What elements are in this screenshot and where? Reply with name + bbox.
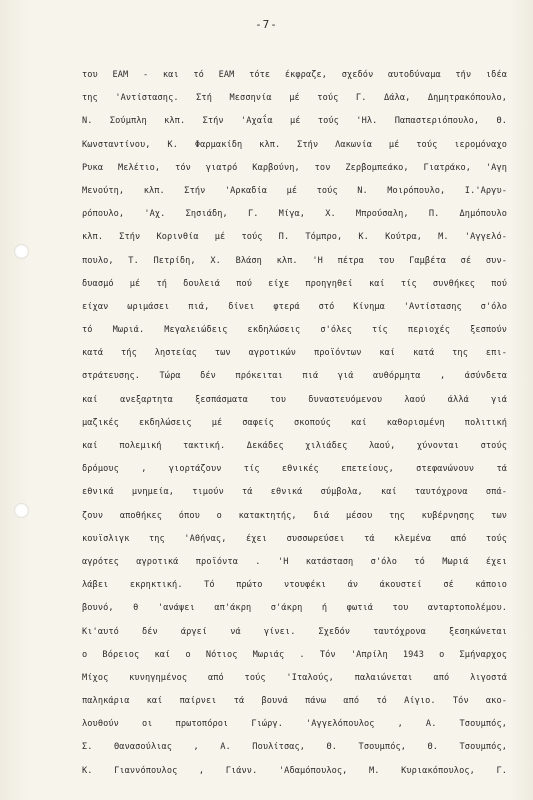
text-line: στράτευσης. Τώρα δέν πρόκειται πιά γιά αυθόρμητα , άσύνδετα (82, 371, 507, 382)
text-line: δυασμό μέ τή δουλειά πού είχε προηγηθεί καί τίς συνθήκες πού (82, 278, 507, 289)
text-line: κατά τής ληστείας των αγροτικών προϊόντων καί κατά της επι- (82, 348, 507, 359)
text-line: εθνικά μνημεία, τιμούν τά εθνικά σύμβολα, καί ταυτόχρονα σπά- (82, 487, 507, 498)
text-line: καί ανεξαρτητα ξεσπάσματα του δυναστευόμενου λαού άλλά γιά (82, 394, 507, 405)
text-line: ρόπουλο, 'Αχ. Σησιάδη, Γ. Μίγα, Χ. Μπρούσαλη, Π. Δημόπουλο (82, 209, 507, 220)
text-line: είχαν ωριμάσει πιά, δίνει φτερά στό Κίνημα 'Αντίστασης σ'όλο (82, 301, 507, 312)
text-line: ο Βόρειος καί ο Νότιος Μωριάς . Τόν 'Απρίλη 1943 ο Σμήναρχος (82, 649, 507, 660)
text-line: Μίχος κυνηγημένος από τούς 'Ιταλούς, παλαιώνεται από λιγοστά (82, 672, 507, 683)
text-line: της 'Αντίστασης. Στή Μεσσηνία μέ τούς Γ. Δάλα, Δημητρακόπουλο, (82, 93, 507, 104)
text-line: μαζικές εκδηλώσεις μέ σαφείς σκοπούς καί καθορισμένη πολιτική (82, 417, 507, 428)
text-line: λουθούν οι πρωτοπόροι Γιώργ. 'Αγγελόπουλος , Α. Τσουμπός, (82, 719, 507, 730)
text-line: Κ. Γιαννόπουλος , Γιάνν. 'Αδαμόπουλος, Μ. Κυριακόπουλος, Γ. (82, 765, 507, 776)
text-line: Κωνσταντίνου, Κ. Φαρμακίδη κλπ. Στήν Λακωνία μέ τούς ιερομόναχο (82, 139, 507, 150)
text-line: παληκάρια καί παίρνει τά βουνά πάνω από τό Αίγιο. Τόν ακο- (82, 696, 507, 707)
text-line: κουϊσλιγκ της 'Αθήνας, έχει συσσωρεύσει τά κλεμένα από τούς (82, 533, 507, 544)
text-line: κλπ. Στήν Κορινθία μέ τούς Π. Τόμπρο, Κ. Κούτρα, Μ. 'Αγγελό- (82, 232, 507, 243)
text-line: Κι'αυτό δέν άργεί νά γίνει. Σχεδόν ταυτόχρονα ξεσηκώνεται (82, 626, 507, 637)
text-line: Ρυκα Μελέτιο, τόν γιατρό Καρβούνη, τον Ζερβομπεάκο, Γιατράκο, 'Αγη (82, 162, 507, 173)
text-line: βουνό, θ 'ανάψει απ'άκρη σ'άκρη ή φωτιά του ανταρτοπολέμου. (82, 603, 507, 614)
text-line: καί πολεμική τακτική. Δεκάδες χιλιάδες λαού, χύνονται στούς (82, 441, 507, 451)
punch-hole-lower (14, 503, 29, 518)
punch-hole-upper (14, 244, 29, 259)
text-line: αγρότες αγροτικά προϊόντα . 'Η κατάσταση σ'όλο τό Μωριά έχει (82, 556, 507, 567)
text-line: Σ. Θανασούλιας , Α. Πουλίτσας, Θ. Τσουμπός, Θ. Τσουμπός, (82, 742, 507, 753)
text-line: του ΕΑΜ - και τό ΕΑΜ τότε έκφραζε, σχεδόν αυτοδύναμα τήν ιδέα (82, 70, 507, 80)
page-number: -7- (255, 18, 278, 31)
text-line: δρόμους , γιορτάζουν τίς εθνικές επετείους, στεφανώνουν τά (82, 464, 507, 475)
text-line: πουλο, Τ. Πετρίδη, Χ. Βλάση κλπ. 'Η πέτρα του Γαμβέτα σέ συν- (82, 255, 507, 266)
typewritten-body (82, 64, 507, 783)
text-line: Μενούτη, κλπ. Στήν 'Αρκαδία μέ τούς Ν. Μοιρόπουλο, Ι.'Αργυ- (82, 185, 507, 196)
text-line: τό Μωριά. Μεγαλειώδεις εκδηλώσεις σ'όλες τίς περιοχές ξεσπούν (82, 325, 507, 336)
text-line: λάβει εκρηκτική. Τό πρώτο ντουφέκι άν άκουστεί σέ κάποιο (82, 580, 507, 591)
text-line: Ν. Σούμπλη κλπ. Στήν 'Αχαΐα μέ τούς 'Ηλ. Παπαστεριόπουλο, Θ. (82, 116, 507, 127)
text-line: ζουν αποθήκες όπου ο κατακτητής, διά μέσου της κυβέρνησης των (82, 510, 507, 521)
